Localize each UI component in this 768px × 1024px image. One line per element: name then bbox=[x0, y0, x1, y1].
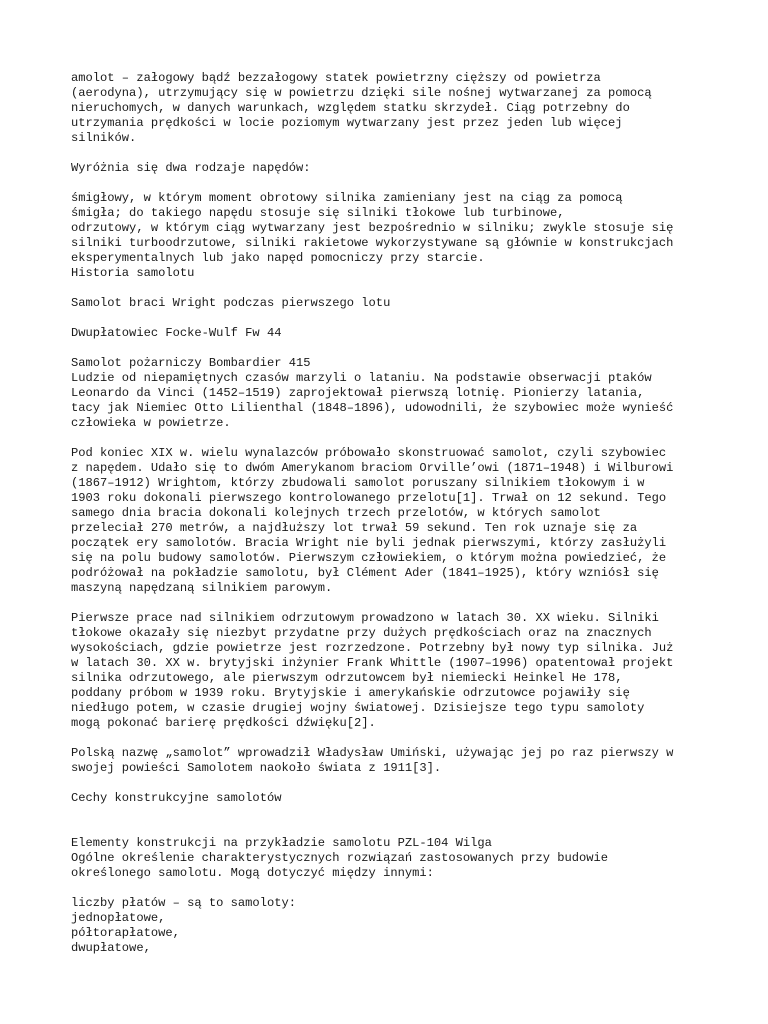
text-line bbox=[71, 821, 711, 836]
text-line: śmigła; do takiego napędu stosuje się silniki tłokowe lub turbinowe, bbox=[71, 206, 565, 220]
text-line: liczby płatów – są to samoloty: bbox=[71, 896, 296, 910]
text-line: Dwupłatowiec Focke-Wulf Fw 44 bbox=[71, 326, 282, 340]
text-line: silników. bbox=[71, 131, 137, 145]
text-line: dwupłatowe, bbox=[71, 941, 151, 955]
text-line: Polską nazwę „samolot” wprowadził Władysław Umiński, używając jej po raz pierwszy w bbox=[71, 746, 674, 760]
text-line: utrzymania prędkości w locie poziomym wytwarzany jest przez jeden lub więcej bbox=[71, 116, 623, 130]
text-line: Samolot pożarniczy Bombardier 415 bbox=[71, 356, 311, 370]
text-line: tłokowe okazały się niezbyt przydatne przy dużych prędkościach oraz na znacznych bbox=[71, 626, 652, 640]
text-line: odrzutowy, w którym ciąg wytwarzany jest bezpośrednio w silniku; zwykle stosuje się bbox=[71, 221, 674, 235]
text-line: człowieka w powietrze. bbox=[71, 416, 231, 430]
text-line: początek ery samolotów. Bracia Wright nie byli jednak pierwszymi, którzy zasłużyli bbox=[71, 536, 667, 550]
text-line: śmigłowy, w którym moment obrotowy silnika zamieniany jest na ciąg za pomocą bbox=[71, 191, 623, 205]
paragraph-gap bbox=[71, 881, 711, 896]
text-line: eksperymentalnych lub jako napęd pomocniczy przy starcie. bbox=[71, 251, 485, 265]
text-line: 1903 roku dokonali pierwszego kontrolowanego przelotu[1]. Trwał on 12 sekund. Tego bbox=[71, 491, 667, 505]
text-line: swojej powieści Samolotem naokoło świata z 1911[3]. bbox=[71, 761, 442, 775]
text-line: nieruchomych, w danych warunkach, względem statku skrzydeł. Ciąg potrzebny do bbox=[71, 101, 630, 115]
text-line: wysokościach, gdzie powietrze jest rozrzedzone. Potrzebny był nowy typ silnika. Już bbox=[71, 641, 674, 655]
text-line: samego dnia bracia dokonali kolejnych trzech przelotów, w których samolot bbox=[71, 506, 601, 520]
text-line: Samolot braci Wright podczas pierwszego lotu bbox=[71, 296, 391, 310]
text-line: Elementy konstrukcji na przykładzie samolotu PZL-104 Wilga bbox=[71, 836, 492, 850]
text-line: niedługo potem, w czasie drugiej wojny światowej. Dzisiejsze tego typu samoloty bbox=[71, 701, 645, 715]
text-line: tacy jak Niemiec Otto Lilienthal (1848–1896), udowodnili, że szybowiec może wynieść bbox=[71, 401, 674, 415]
text-line: w latach 30. XX w. brytyjski inżynier Frank Whittle (1907–1996) opatentował projekt bbox=[71, 656, 674, 670]
paragraph-gap bbox=[71, 596, 711, 611]
document-page bbox=[71, 71, 711, 956]
paragraph-gap bbox=[71, 806, 711, 821]
text-line: Ludzie od niepamiętnych czasów marzyli o lataniu. Na podstawie obserwacji ptaków bbox=[71, 371, 652, 385]
text-line: mogą pokonać barierę prędkości dźwięku[2]. bbox=[71, 716, 376, 730]
text-line: podróżował na pokładzie samolotu, był Clément Ader (1841–1925), który wzniósł się bbox=[71, 566, 659, 580]
text-line: maszyną napędzaną silnikiem parowym. bbox=[71, 581, 333, 595]
text-line: się na polu budowy samolotów. Pierwszym człowiekiem, o którym można powiedzieć, że bbox=[71, 551, 667, 565]
text-line: poddany próbom w 1939 roku. Brytyjskie i amerykańskie odrzutowce pojawiły się bbox=[71, 686, 630, 700]
paragraph-gap bbox=[71, 146, 711, 161]
text-line: półtorapłatowe, bbox=[71, 926, 180, 940]
text-line: określonego samolotu. Mogą dotyczyć między innymi: bbox=[71, 866, 434, 880]
paragraph-gap bbox=[71, 341, 711, 356]
text-line: silnika odrzutowego, ale pierwszym odrzutowcem był niemiecki Heinkel He 178, bbox=[71, 671, 623, 685]
text-line: jednopłatowe, bbox=[71, 911, 166, 925]
paragraph-gap bbox=[71, 776, 711, 791]
paragraph-gap bbox=[71, 731, 711, 746]
text-line: silniki turboodrzutowe, silniki rakietowe wykorzystywane są głównie w konstrukcjach bbox=[71, 236, 674, 250]
text-line: Pod koniec XIX w. wielu wynalazców próbowało skonstruować samolot, czyli szybowiec bbox=[71, 446, 667, 460]
paragraph-gap bbox=[71, 176, 711, 191]
paragraph-gap bbox=[71, 431, 711, 446]
text-line: Pierwsze prace nad silnikiem odrzutowym prowadzono w latach 30. XX wieku. Silniki bbox=[71, 611, 659, 625]
text-line: Wyróżnia się dwa rodzaje napędów: bbox=[71, 161, 311, 175]
text-line: Leonardo da Vinci (1452–1519) zaprojektował pierwszą lotnię. Pionierzy latania, bbox=[71, 386, 645, 400]
text-line: amolot – załogowy bądź bezzałogowy statek powietrzny cięższy od powietrza bbox=[71, 71, 601, 85]
text-line: Historia samolotu bbox=[71, 266, 195, 280]
paragraph-gap bbox=[71, 281, 711, 296]
paragraph-gap bbox=[71, 311, 711, 326]
text-line: Cechy konstrukcyjne samolotów bbox=[71, 791, 282, 805]
text-line: (1867–1912) Wrightom, którzy zbudowali samolot poruszany silnikiem tłokowym i w bbox=[71, 476, 645, 490]
text-line: Ogólne określenie charakterystycznych rozwiązań zastosowanych przy budowie bbox=[71, 851, 609, 865]
text-line: z napędem. Udało się to dwóm Amerykanom braciom Orville’owi (1871–1948) i Wilburowi bbox=[71, 461, 674, 475]
text-line: (aerodyna), utrzymujący się w powietrzu dzięki sile nośnej wytwarzanej za pomocą bbox=[71, 86, 652, 100]
text-line: przeleciał 270 metrów, a najdłuższy lot trwał 59 sekund. Ten rok uznaje się za bbox=[71, 521, 638, 535]
